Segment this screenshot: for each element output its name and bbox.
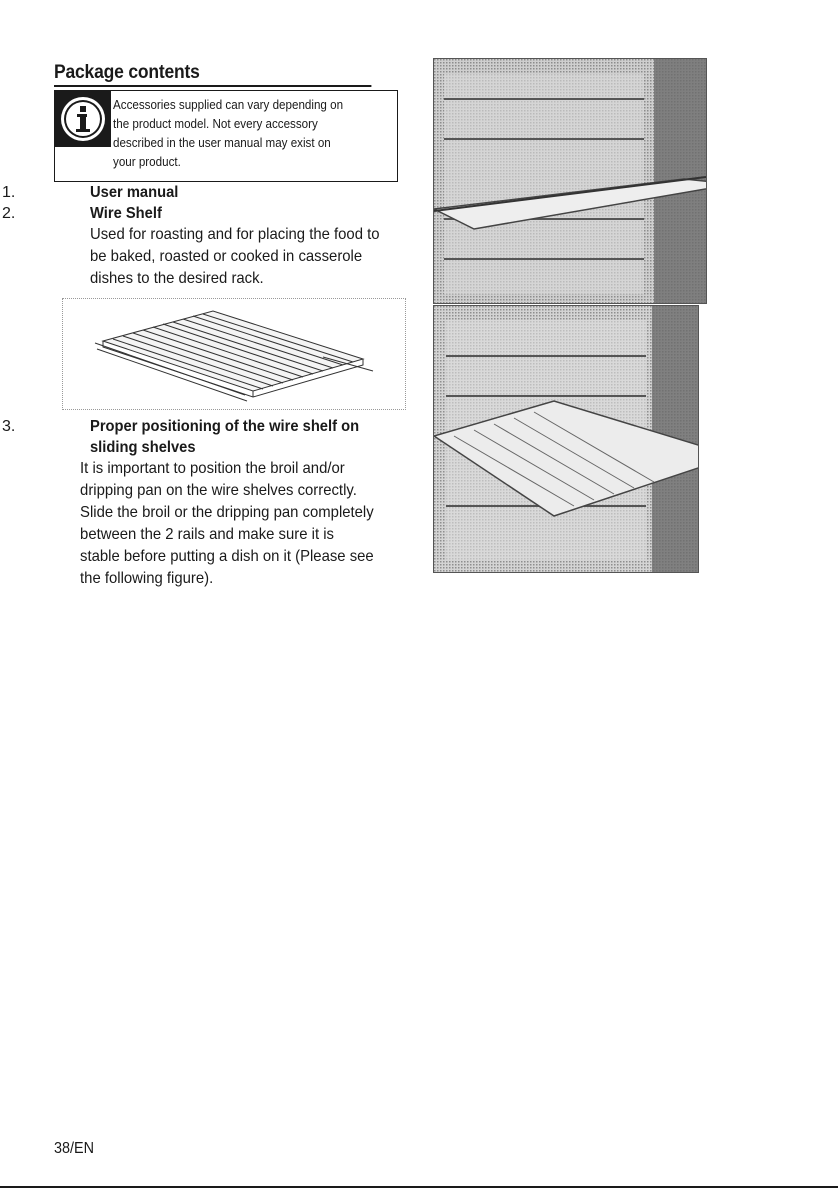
body-line: between the 2 rails and make sure it is [80, 526, 334, 543]
item-title: Wire Shelf [90, 205, 162, 222]
list-item [2, 416, 406, 590]
item-body [54, 458, 381, 590]
body-line: stable before putting a dish on it (Please see [80, 548, 374, 565]
left-column [2, 62, 406, 590]
wire-shelf-illustration [63, 299, 405, 409]
oven-photo-bottom [433, 305, 699, 573]
item-body [90, 224, 384, 290]
section-title: Package contents [54, 62, 371, 87]
oven-rack-image [434, 59, 706, 303]
page-number: 38/EN [54, 1140, 95, 1157]
list-number: 2. [2, 205, 16, 222]
body-line: dishes to the desired rack. [90, 270, 264, 287]
body-line: be baked, roasted or cooked in casserole [90, 248, 363, 265]
list-item [2, 203, 406, 410]
body-line: dripping pan on the wire shelves correctly. [80, 482, 357, 499]
item-title: sliding shelves [90, 439, 196, 456]
footer-divider [0, 1186, 838, 1188]
info-icon [55, 91, 111, 147]
body-line: Used for roasting and for placing the food to [90, 226, 380, 243]
info-note [54, 90, 398, 182]
oven-rack-image [434, 306, 698, 572]
body-line: Slide the broil or the dripping pan completely [80, 504, 374, 521]
body-line: the following figure). [80, 570, 214, 587]
list-item [2, 182, 406, 203]
note-line: the product model. Not every accessory [113, 117, 318, 131]
body-line: It is important to position the broil and/or [80, 460, 345, 477]
note-line: described in the user manual may exist on [113, 136, 331, 150]
list-number: 1. [2, 184, 16, 201]
note-line: your product. [113, 155, 181, 169]
item-title: Proper positioning of the wire shelf on [90, 418, 360, 435]
note-text [113, 96, 373, 172]
list-number: 3. [2, 418, 16, 435]
item-title: User manual [90, 184, 179, 201]
wire-shelf-figure [62, 298, 406, 410]
note-line: Accessories supplied can vary depending on [113, 98, 344, 112]
oven-photo-top [433, 58, 707, 304]
